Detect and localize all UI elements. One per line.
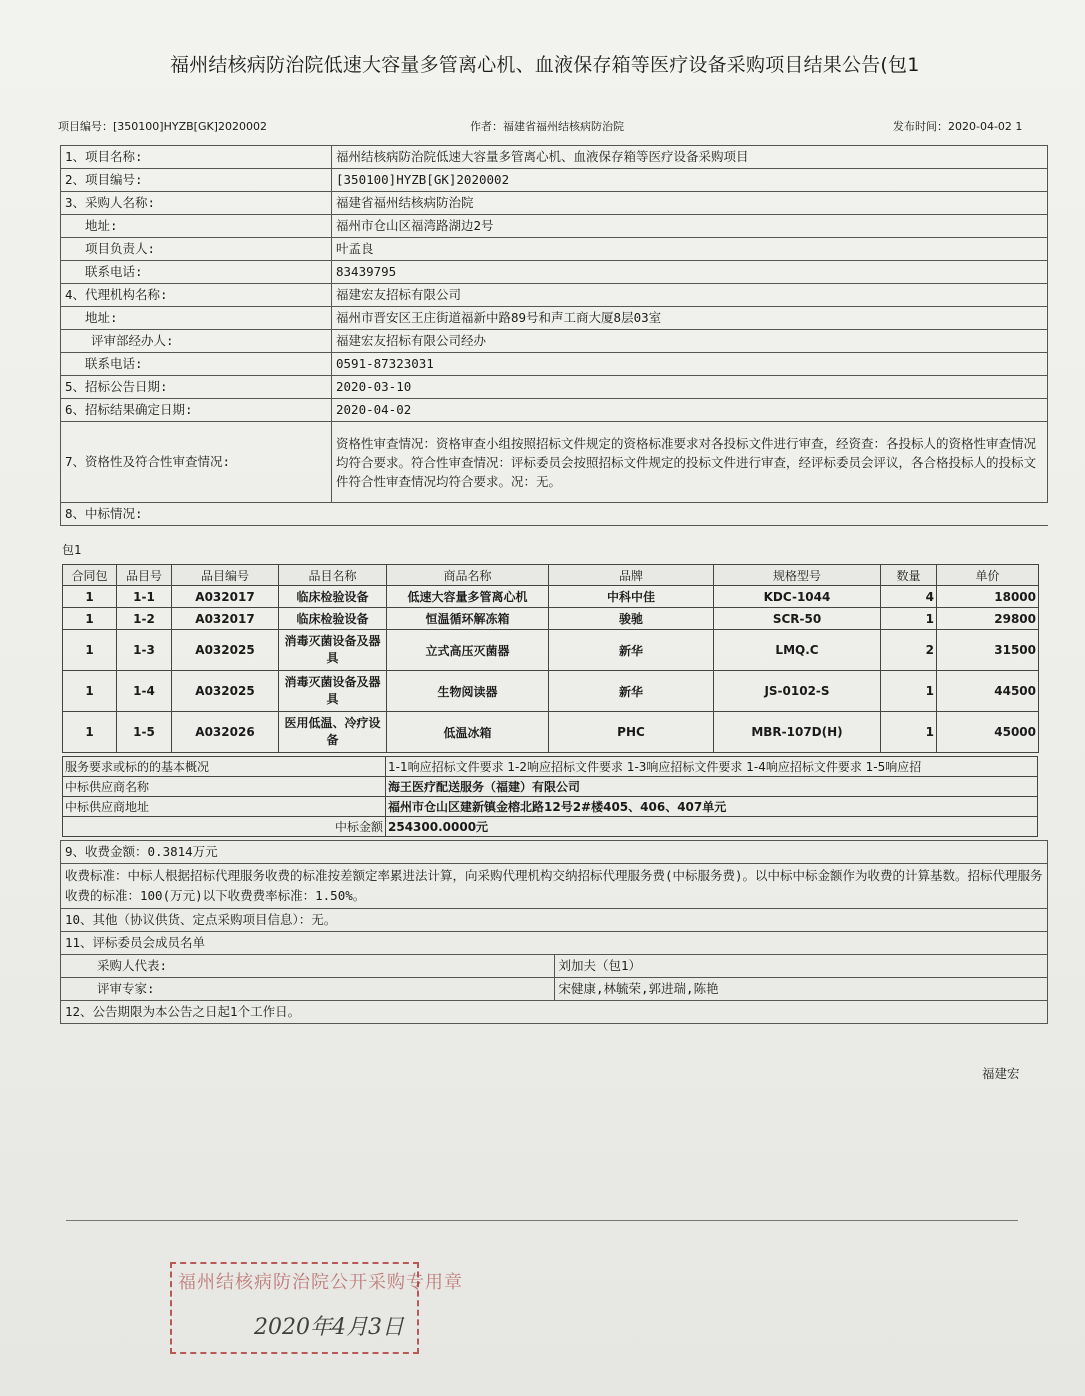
table-row	[63, 671, 1039, 712]
table-cell: 中科中佳	[549, 586, 714, 608]
table-cell: A032017	[172, 586, 279, 608]
table-cell: 4	[881, 586, 937, 608]
bid-header: 单价	[937, 565, 1039, 586]
table-cell: 临床检验设备	[279, 608, 387, 630]
table-cell: 1	[881, 608, 937, 630]
info-value: 2020-04-02	[332, 399, 1048, 422]
info-key: 4、代理机构名称:	[61, 284, 332, 307]
info-value: 福州市仓山区福湾路湖边2号	[332, 215, 1048, 238]
page-title: 福州结核病防治院低速大容量多管离心机、血液保存箱等医疗设备采购项目结果公告(包1	[170, 54, 920, 76]
table-cell: SCR-50	[714, 608, 881, 630]
info-key: 3、采购人名称:	[61, 192, 332, 215]
table-cell: LMQ.C	[714, 630, 881, 671]
info-key: 地址:	[61, 215, 332, 238]
info-key: 2、项目编号:	[61, 169, 332, 192]
info-key: 联系电话:	[61, 261, 332, 284]
supplier-address-key: 中标供应商地址	[63, 797, 386, 817]
info-row	[61, 215, 1048, 238]
bid-header: 品牌	[549, 565, 714, 586]
table-row	[63, 586, 1039, 608]
info-value: 福州市晋安区王庄街道福新中路89号和声工商大厦8层03室	[332, 307, 1048, 330]
table-cell: A032025	[172, 630, 279, 671]
period-row	[61, 1001, 1048, 1024]
info-value: 叶孟良	[332, 238, 1048, 261]
table-cell: 低速大容量多管离心机	[387, 586, 549, 608]
info-row	[61, 307, 1048, 330]
bid-table	[62, 564, 1039, 753]
table-cell: A032026	[172, 712, 279, 753]
table-cell: 1	[63, 630, 117, 671]
qualification-row	[61, 422, 1048, 503]
info-key: 1、项目名称:	[61, 146, 332, 169]
info-row	[61, 238, 1048, 261]
table-cell: JS-0102-S	[714, 671, 881, 712]
info-value: 福建省福州结核病防治院	[332, 192, 1048, 215]
table-cell: 新华	[549, 630, 714, 671]
project-number: 项目编号：[350100]HYZB[GK]2020002	[58, 120, 267, 133]
committee-title-row	[61, 932, 1048, 955]
table-cell: MBR-107D(H)	[714, 712, 881, 753]
service-req-value: 1-1响应招标文件要求 1-2响应招标文件要求 1-3响应招标文件要求 1-4响应招标文件要求 1-5响应招	[386, 757, 1038, 777]
info-row	[61, 146, 1048, 169]
info-value: 83439795	[332, 261, 1048, 284]
table-row	[63, 797, 1038, 817]
table-cell: 消毒灭菌设备及器具	[279, 630, 387, 671]
supplier-name-key: 中标供应商名称	[63, 777, 386, 797]
info-value: [350100]HYZB[GK]2020002	[332, 169, 1048, 192]
info-key: 地址:	[61, 307, 332, 330]
author: 作者：福建省福州结核病防治院	[470, 120, 624, 133]
table-row	[63, 817, 1038, 837]
table-cell: 1-1	[117, 586, 172, 608]
bid-header: 商品名称	[387, 565, 549, 586]
award-amount-value: 254300.0000元	[386, 817, 1038, 837]
table-cell: PHC	[549, 712, 714, 753]
committee-title: 11、评标委员会成员名单	[61, 932, 1048, 955]
bid-header: 品目名称	[279, 565, 387, 586]
bid-header: 合同包	[63, 565, 117, 586]
bid-header: 品目号	[117, 565, 172, 586]
table-row	[63, 757, 1038, 777]
info-row	[61, 192, 1048, 215]
info-value: 福州结核病防治院低速大容量多管离心机、血液保存箱等医疗设备采购项目	[332, 146, 1048, 169]
table-cell: 临床检验设备	[279, 586, 387, 608]
bid-header: 数量	[881, 565, 937, 586]
table-row	[63, 630, 1039, 671]
section-8-title: 8、中标情况:	[61, 503, 1048, 526]
stamp-text: 福州结核病防治院公开采购专用章	[178, 1272, 463, 1293]
info-table-2	[60, 840, 1048, 1024]
info-value: 2020-03-10	[332, 376, 1048, 399]
committee-value: 宋健康,林毓荣,郭进瑞,陈艳	[554, 978, 1048, 1001]
table-cell: 1-4	[117, 671, 172, 712]
committee-key: 评审专家:	[61, 978, 555, 1001]
award-table	[62, 756, 1038, 837]
table-cell: 1	[881, 671, 937, 712]
table-cell: 骏驰	[549, 608, 714, 630]
info-value: 福建宏友招标有限公司经办	[332, 330, 1048, 353]
info-table	[60, 145, 1048, 526]
fee-amount: 9、收费金额：0.3814万元	[61, 841, 1048, 864]
info-key: 项目负责人:	[61, 238, 332, 261]
official-stamp	[170, 1262, 463, 1354]
table-cell: 45000	[937, 712, 1039, 753]
divider	[66, 1220, 1018, 1221]
service-req-key: 服务要求或标的的基本概况	[63, 757, 386, 777]
qualification-value: 资格性审查情况：资格审查小组按照招标文件规定的资格标准要求对各投标文件进行审查，经资查：各投标人的资格性审查情况均符合要求。符合性审查情况：评标委员会按照招标文件规定的投标文件进行审查，经评标委员会评议，各合格投标人的投标文件符合性审查情况均符合要求。况：无。	[332, 422, 1048, 503]
fee-standard-row	[61, 864, 1048, 909]
fee-amount-row	[61, 841, 1048, 864]
info-value: 0591-87323031	[332, 353, 1048, 376]
table-cell: 29800	[937, 608, 1039, 630]
fee-standard: 收费标准：中标人根据招标代理服务收费的标准按差额定率累进法计算，向采购代理机构交纳招标代理服务费(中标服务费)。以中标中标金额作为收费的计算基数。招标代理服务收费的标准：100(万元)以下收费费率标准：1.50%。	[61, 864, 1048, 909]
info-value: 福建宏友招标有限公司	[332, 284, 1048, 307]
committee-row	[61, 955, 1048, 978]
section-8-row	[61, 503, 1048, 526]
table-cell: 44500	[937, 671, 1039, 712]
table-cell: 1	[63, 671, 117, 712]
table-row	[63, 777, 1038, 797]
table-cell: KDC-1044	[714, 586, 881, 608]
info-row	[61, 330, 1048, 353]
table-cell: 1	[63, 608, 117, 630]
supplier-address-value: 福州市仓山区建新镇金榕北路12号2#楼405、406、407单元	[386, 797, 1038, 817]
supplier-name-value: 海王医疗配送服务（福建）有限公司	[386, 777, 1038, 797]
committee-value: 刘加夫（包1）	[554, 955, 1048, 978]
info-row	[61, 353, 1048, 376]
package-label: 包1	[62, 543, 82, 557]
table-cell: 1-5	[117, 712, 172, 753]
table-cell: 立式高压灭菌器	[387, 630, 549, 671]
qualification-key: 7、资格性及符合性审查情况:	[61, 422, 332, 503]
info-key: 评审部经办人:	[61, 330, 332, 353]
table-cell: 医用低温、冷疗设备	[279, 712, 387, 753]
table-cell: 恒温循环解冻箱	[387, 608, 549, 630]
info-key: 6、招标结果确定日期:	[61, 399, 332, 422]
committee-key: 采购人代表:	[61, 955, 555, 978]
table-cell: 1	[63, 712, 117, 753]
info-row	[61, 399, 1048, 422]
publish-time: 发布时间：2020-04-02 1	[893, 120, 1023, 133]
award-amount-key: 中标金额	[63, 817, 386, 837]
info-row	[61, 261, 1048, 284]
committee-row	[61, 978, 1048, 1001]
table-cell: 1-2	[117, 608, 172, 630]
other-info: 10、其他（协议供货、定点采购项目信息）：无。	[61, 909, 1048, 932]
bid-header: 规格型号	[714, 565, 881, 586]
table-cell: 1-3	[117, 630, 172, 671]
table-cell: 1	[63, 586, 117, 608]
info-key: 5、招标公告日期:	[61, 376, 332, 399]
table-cell: 2	[881, 630, 937, 671]
table-cell: 生物阅读器	[387, 671, 549, 712]
bid-header-row	[63, 565, 1039, 586]
table-cell: 18000	[937, 586, 1039, 608]
info-row	[61, 169, 1048, 192]
info-row	[61, 376, 1048, 399]
table-cell: A032025	[172, 671, 279, 712]
info-key: 联系电话:	[61, 353, 332, 376]
table-cell: 1	[881, 712, 937, 753]
table-cell: 低温冰箱	[387, 712, 549, 753]
stamp-date: 2020年4月3日	[254, 1315, 404, 1340]
table-cell: 新华	[549, 671, 714, 712]
table-row	[63, 712, 1039, 753]
bid-header: 品目编号	[172, 565, 279, 586]
announcement-period: 12、公告期限为本公告之日起1个工作日。	[61, 1001, 1048, 1024]
table-row	[63, 608, 1039, 630]
table-cell: A032017	[172, 608, 279, 630]
signature-fragment: 福建宏	[982, 1066, 1020, 1081]
table-cell: 消毒灭菌设备及器具	[279, 671, 387, 712]
other-row	[61, 909, 1048, 932]
table-cell: 31500	[937, 630, 1039, 671]
info-row	[61, 284, 1048, 307]
